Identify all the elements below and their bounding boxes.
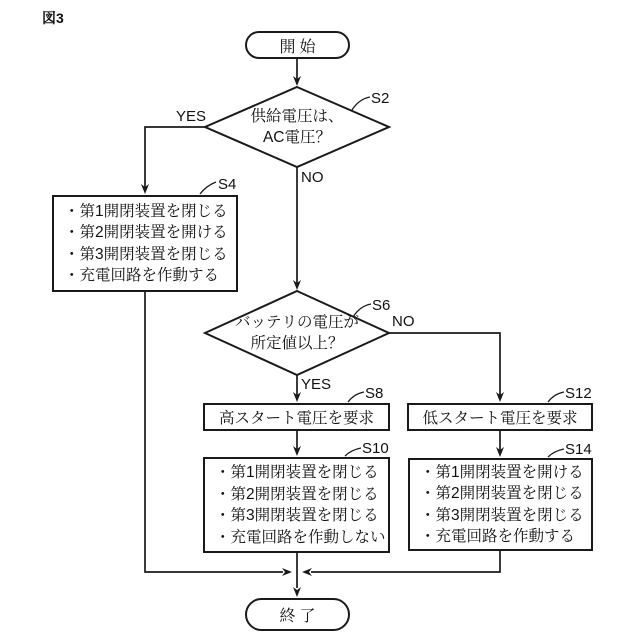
- decision-s6-text: [207, 312, 387, 354]
- connector-s14-junction: [311, 551, 500, 572]
- step-label-s12: S12: [565, 385, 592, 402]
- leader-s12: [548, 392, 564, 402]
- end-node-label: 終了: [279, 608, 320, 625]
- end-node: [245, 598, 350, 631]
- arrowhead: [282, 568, 292, 576]
- process-s14-line: ・第2開閉装置を閉じる: [420, 485, 584, 502]
- leader-s14: [548, 449, 564, 457]
- process-s4: [52, 195, 238, 292]
- process-s4-line: ・充電回路を作動する: [64, 267, 220, 284]
- process-s14-line: ・第1開閉装置を開ける: [420, 463, 584, 481]
- branch-label-s6-no: NO: [392, 313, 415, 330]
- decision-s2-line2: AC電圧？: [262, 129, 332, 146]
- branch-label-s2-no: NO: [301, 169, 324, 186]
- decision-s6-line1: バッテリの電圧が: [234, 314, 359, 331]
- process-s14-line: ・充電回路を作動する: [420, 528, 576, 545]
- decision-s6-line2: 所定値以上？: [250, 335, 344, 352]
- connector-s2-s4: [145, 127, 205, 189]
- process-s12-label: 低スタート電圧を要求: [422, 410, 578, 427]
- arrowhead: [302, 568, 312, 576]
- step-label-s8: S8: [365, 385, 384, 402]
- process-s4-line: ・第1開閉装置を閉じる: [64, 202, 228, 220]
- process-s4-line: ・第3開閉装置を閉じる: [64, 245, 228, 263]
- start-node: [245, 31, 350, 59]
- process-s12: [407, 403, 593, 431]
- step-label-s6: S6: [372, 297, 391, 314]
- process-s10-line: ・第3開閉装置を閉じる: [215, 507, 379, 524]
- process-s10-line: ・第2開閉装置を閉じる: [215, 485, 379, 503]
- process-s8: [203, 403, 390, 431]
- decision-s2-line1: 供給電圧は、: [250, 108, 344, 125]
- process-s4-line: ・第2開閉装置を開ける: [64, 224, 228, 241]
- arrowhead: [293, 587, 301, 597]
- start-node-label: 開始: [279, 38, 320, 56]
- connector-s6-s12: [389, 333, 500, 397]
- step-label-s10: S10: [362, 440, 389, 457]
- branch-label-s2-yes: YES: [176, 108, 207, 125]
- process-s14-line: ・第3開閉装置を閉じる: [420, 506, 584, 524]
- leader-s4: [200, 182, 216, 194]
- process-s10-line: ・充電回路を作動しない: [215, 528, 386, 546]
- process-s10: [203, 457, 390, 553]
- step-label-s4: S4: [218, 176, 237, 193]
- branch-label-s6-yes: YES: [301, 376, 332, 393]
- process-s14: [408, 458, 593, 551]
- leader-s10: [345, 448, 361, 456]
- figure-label: 図3: [42, 10, 64, 26]
- decision-s2-text: [207, 106, 387, 148]
- step-label-s2: S2: [371, 90, 390, 107]
- process-s8-label: 高スタート電圧を要求: [218, 410, 374, 427]
- leader-s8: [348, 392, 364, 402]
- process-s10-line: ・第1開閉装置を閉じる: [215, 464, 379, 481]
- step-label-s14: S14: [565, 441, 592, 458]
